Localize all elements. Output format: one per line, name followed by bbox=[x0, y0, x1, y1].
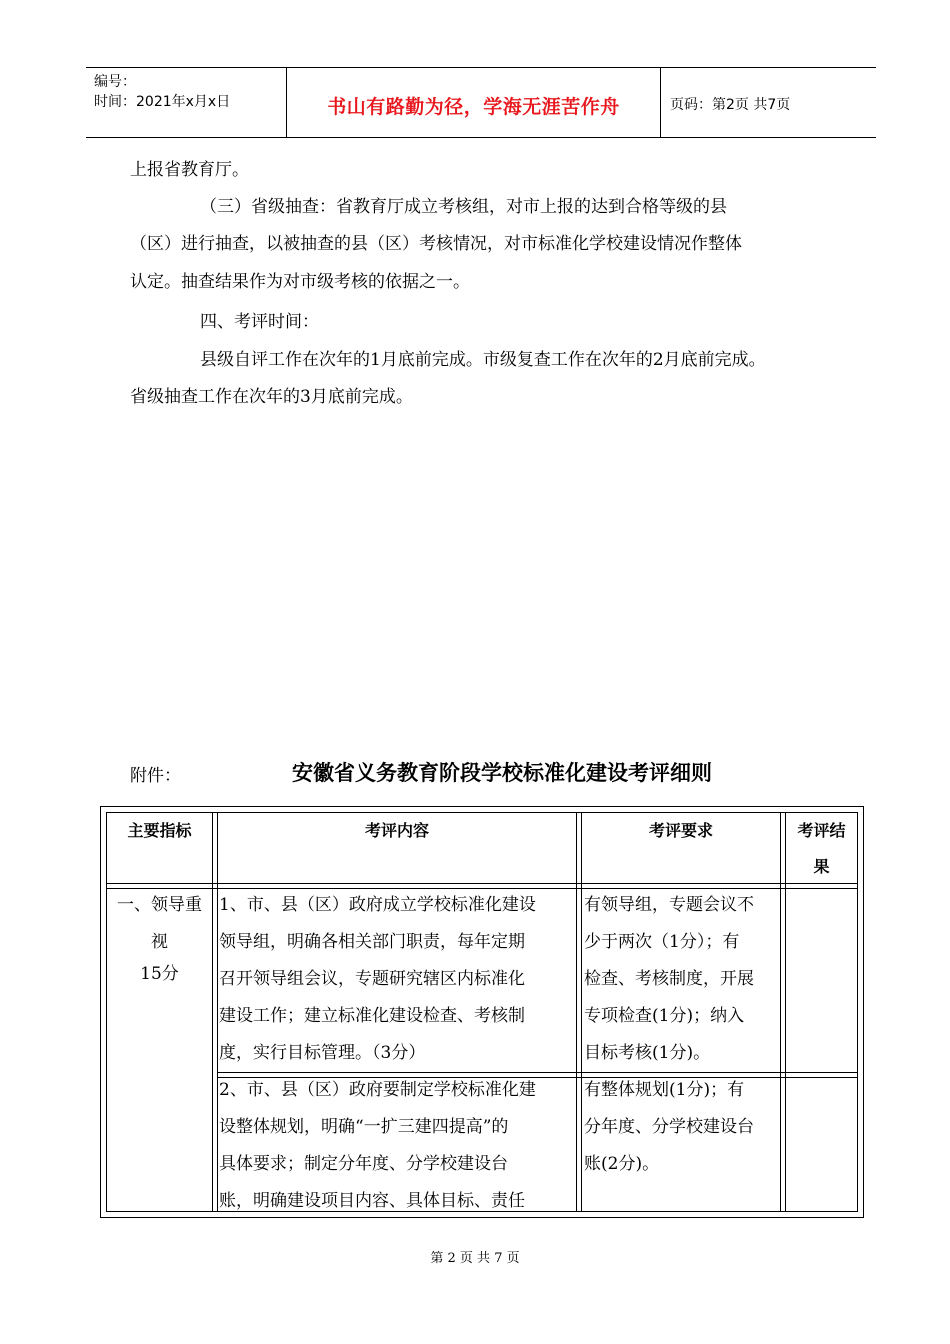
serial-label: 编号： bbox=[94, 74, 136, 90]
column-divider bbox=[576, 813, 577, 1211]
table-border bbox=[106, 813, 107, 1211]
requirement-cell: 有领导组，专题会议不 少于两次（1分）；有 检查、考核制度，开展 专项检查(1分)；纳入 目标考核(1分)。 bbox=[584, 895, 754, 1063]
requirement-cell: 有整体规划(1分)；有 分年度、分学校建设台 账(2分)。 bbox=[584, 1080, 754, 1174]
header-page-label: 页码：第2页 共7页 bbox=[670, 97, 791, 113]
body-line: （区）进行抽查，以被抽查的县（区）考核情况，对市标准化学校建设情况作整体 bbox=[130, 234, 742, 254]
content-cell: 1、市、县（区）政府成立学校标准化建设 领导组，明确各相关部门职责，每年定期 召开领导组会议，专题研究辖区内标准化 建设工作；建立标准化建设检查、考核制 度，实行目标管理。（3分） bbox=[219, 895, 536, 1063]
header-indicator: 主要指标 bbox=[127, 821, 192, 840]
header-motto: 书山有路勤为径，学海无涯苦作舟 bbox=[327, 96, 620, 118]
body-line: 认定。抽查结果作为对市级考核的依据之一。 bbox=[130, 272, 470, 292]
header-meta bbox=[94, 72, 230, 112]
header-content: 考评内容 bbox=[364, 821, 429, 840]
evaluation-table bbox=[100, 806, 864, 1218]
header-requirement: 考评要求 bbox=[648, 821, 713, 840]
section-heading: 四、考评时间： bbox=[200, 312, 319, 332]
document-title: 安徽省义务教育阶段学校标准化建设考评细则 bbox=[292, 761, 712, 785]
column-divider bbox=[212, 813, 213, 1211]
row-divider bbox=[106, 883, 858, 884]
page-header bbox=[86, 67, 876, 138]
column-divider bbox=[780, 813, 781, 1211]
indicator-cell: 一、领导重 视 15分 bbox=[117, 895, 202, 984]
header-divider bbox=[660, 68, 661, 137]
table-border bbox=[857, 813, 858, 1211]
time-label: 时间：2021年x月x日 bbox=[94, 94, 231, 110]
content-cell: 2、市、县（区）政府要制定学校标准化建 设整体规划，明确“一扩三建四提高”的 具体要求；制定分年度、分学校建设台 账，明确建设项目内容、具体目标、责任 bbox=[219, 1080, 536, 1211]
page-footer: 第 2 页 共 7 页 bbox=[430, 1251, 520, 1266]
body-line: 县级自评工作在次年的1月底前完成。市级复查工作在次年的2月底前完成。 bbox=[200, 350, 766, 370]
body-line: 上报省教育厅。 bbox=[130, 160, 249, 180]
annex-label: 附件： bbox=[130, 766, 181, 786]
body-line: 省级抽查工作在次年的3月底前完成。 bbox=[130, 387, 413, 407]
header-result: 考评结 果 bbox=[797, 821, 846, 876]
column-divider bbox=[217, 813, 218, 1211]
body-line: （三）省级抽查：省教育厅成立考核组，对市上报的达到合格等级的县 bbox=[200, 197, 727, 217]
column-divider bbox=[581, 813, 582, 1211]
